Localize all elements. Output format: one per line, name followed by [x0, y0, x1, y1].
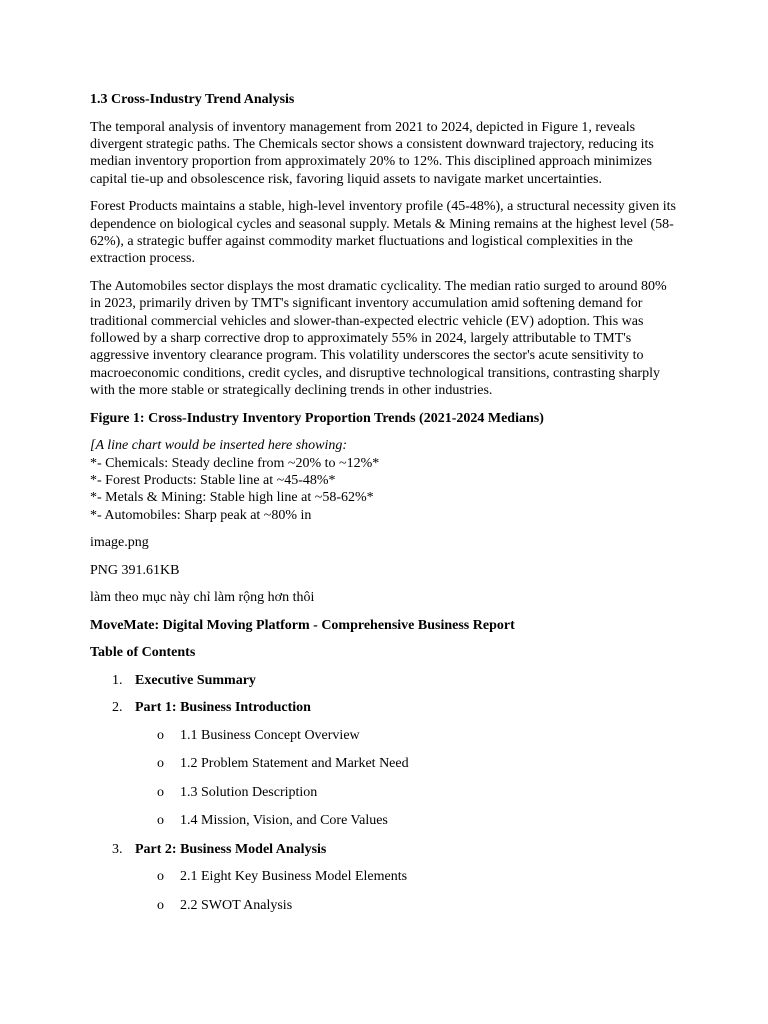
toc-item-business-introduction: [90, 699, 680, 830]
user-message: làm theo mục này chỉ làm rộng hơn thôi: [90, 590, 315, 606]
toc-subitem: [135, 868, 680, 886]
toc-number: 3.: [112, 841, 123, 857]
circle-bullet-icon: o: [157, 813, 164, 829]
figure-note-intro: [A line chart would be inserted here showing:: [90, 438, 348, 454]
toc-label: Executive Summary: [135, 672, 256, 688]
circle-bullet-icon: o: [157, 897, 164, 913]
toc-subitem-label: 1.4 Mission, Vision, and Core Values: [180, 813, 388, 829]
circle-bullet-icon: o: [157, 869, 164, 885]
report-title: MoveMate: Digital Moving Platform - Comprehensive Business Report: [90, 617, 515, 633]
toc-heading: Table of Contents: [90, 645, 196, 661]
circle-bullet-icon: o: [157, 756, 164, 772]
figure-note-line: *- Forest Products: Stable line at ~45-48%*: [90, 472, 336, 488]
toc-subitem: [135, 755, 680, 773]
toc-subitem-label: 1.1 Business Concept Overview: [180, 727, 360, 743]
paragraph-1: The temporal analysis of inventory management from 2021 to 2024, depicted in Figure 1, reveals divergent strategic paths. The Chemicals sector shows a consistent downward trajectory, reducing its median inventory proportion from approximately 20% to 12%. This disciplined approach minimizes capital tie-up and obsolescence risk, favoring liquid assets to navigate market uncertainties.: [90, 119, 654, 187]
toc-label: Part 1: Business Introduction: [135, 700, 311, 716]
paragraph-2: Forest Products maintains a stable, high-level inventory profile (45-48%), a structural necessity given its dependence on biological cycles and seasonal supply. Metals & Mining remains at the highest level (58-62%), a strategic buffer against commodity market fluctuations and logistical complexities in the extraction process.: [90, 199, 676, 267]
circle-bullet-icon: o: [157, 784, 164, 800]
toc-subitem: [135, 727, 680, 745]
table-of-contents: [90, 672, 680, 915]
toc-subitem-label: 1.2 Problem Statement and Market Need: [180, 756, 409, 772]
toc-subitem-label: 2.2 SWOT Analysis: [180, 897, 293, 913]
attachment-meta: PNG 391.61KB: [90, 562, 180, 578]
toc-sublist: [135, 727, 680, 830]
toc-number: 2.: [112, 700, 123, 716]
toc-sublist: [135, 868, 680, 914]
toc-subitem-label: 1.3 Solution Description: [180, 784, 318, 800]
attachment-filename[interactable]: image.png: [90, 535, 149, 551]
toc-subitem-label: 2.1 Eight Key Business Model Elements: [180, 869, 408, 885]
figure-placeholder-note: [90, 437, 680, 524]
figure-note-line: *- Metals & Mining: Stable high line at ~58-62%*: [90, 490, 374, 506]
toc-subitem: [135, 812, 680, 830]
figure-note-line: *- Automobiles: Sharp peak at ~80% in: [90, 507, 312, 523]
paragraph-3: The Automobiles sector displays the most dramatic cyclicality. The median ratio surged to around 80% in 2023, primarily driven by TMT's significant inventory accumulation amid softening demand for traditional commercial vehicles and slower-than-expected electric vehicle (EV) adoption. This was followed by a sharp corrective drop to approximately 55% in 2024, largely attributable to TMT's aggressive inventory clearance program. This volatility underscores the sector's acute sensitivity to macroeconomic conditions, credit cycles, and disruptive technological transitions, contrasting sharply with the more stable or strategically declining trends in other industries.: [90, 278, 667, 399]
circle-bullet-icon: o: [157, 727, 164, 743]
toc-subitem: [135, 784, 680, 802]
toc-subitem: [135, 897, 680, 915]
toc-item-business-model-analysis: [90, 841, 680, 915]
figure-caption: Figure 1: Cross-Industry Inventory Proportion Trends (2021-2024 Medians): [90, 410, 544, 426]
toc-item-executive-summary: [90, 672, 680, 690]
toc-label: Part 2: Business Model Analysis: [135, 841, 327, 857]
figure-note-line: *- Chemicals: Steady decline from ~20% to ~12%*: [90, 455, 380, 471]
section-title: 1.3 Cross-Industry Trend Analysis: [90, 92, 295, 107]
toc-number: 1.: [112, 672, 123, 688]
